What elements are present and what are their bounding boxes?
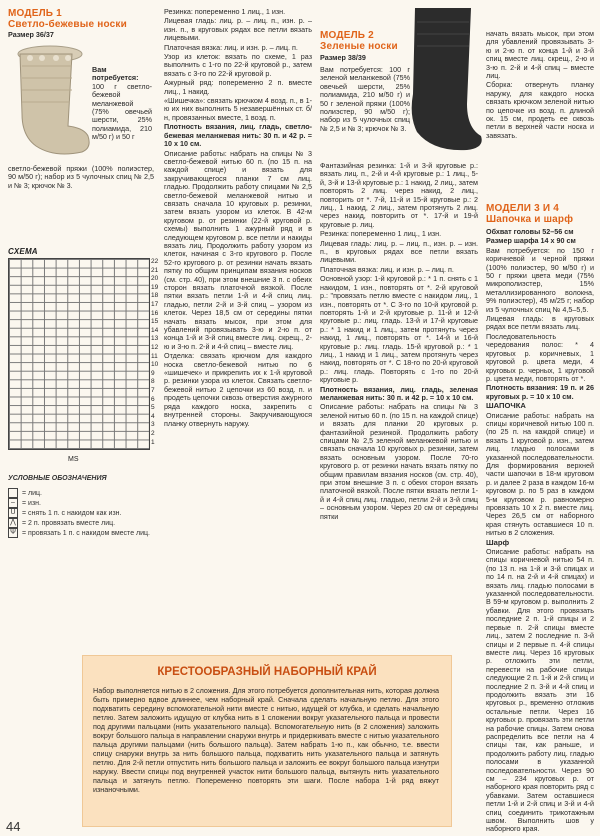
chart-row-number: 14 (151, 326, 159, 334)
purl-symbol-icon: – (8, 498, 18, 508)
chart-row-number: 19 (151, 283, 159, 291)
beige-sock-image (6, 44, 92, 162)
legend-slip: = снять 1 п. с накидом как изн. (22, 509, 122, 517)
model34-details: Обхват головы 52–56 см Размер шарфа 14 х 90 см Вам потребуется: по 150 г коричневой и черной пряжи (100% полиэстер, 90 м/50 г) и 50 г пряжи цвета меди (75% микрополиэстер, 15% металлизированного волокна, 9% полиэстер), 45 м/25 г; набор из 5 чулочных спиц № 4,5–5,5. Лицевая гладь: в круговых рядах все петли вязать лиц. Последовательность чередования полос: * 4 круговых р. коричневых, 1 круговой р. цвета меди, 4 круговых р. черных, 1 круговой р. цвета меди, повторять от *. Плотность вязания: 19 п. и 26 круговых р. = 10 х 10 см. ШАПОЧКА Описание работы: набрать на спицы коричневой нитью 100 п. (по 25 п. на каждой спице) и вязать 1 круговой р. изн., затем лиц. гладью полосами в указанной последовательности. Для формирования верхней части шапочки в 18-м круговом р. и далее 2 раза в каждом 16-м круговом р. по 5 раз в каждом 5-м круговом р. равномерно провязать 10 х 2 п. вместе лиц. Через 26,5 см от наборного края стянуть оставшиеся 10 п. нитью в 2 сложения. Шарф Описание работы: набрать на спицы коричневой нитью 54 п. (по 13 п. на 1-й и 3-й спицах и по 14 п. на 2-й и 4-й спицах) и вязать лиц. гладью полосами в указанной последовательности. В 59-м круговом р. выполнить 2 убавки. Для этого провязать последние 2 п. 1-й спицы и 2 первые п. 2-й спицы вместе лиц., затем 2 последние п. 3-й спицы и 2 первые п. 4-й спицы вместе лиц. Через 16 круговых р. отложить эти петли, перевести на рабочие спицы следующие 2 п. 1-й и 2-й спиц и последние 2 п. 3-й и 4-й спиц и продолжить вязать эти 16 круговых р., временно отложив остальные петли. Через 16 круговых р. провязать эти петли на рабочие спицы. Затем снова распределить все петли на 4 спицы так, как раньше, и продолжить работу лиц. гладью полосами в указанной последовательности. Через 90 см – 234 круговых р. от наборного края повторить ряд с убавками. Затем оставшиеся петли 1-й и 2-й спиц и 3-й и 4-й спиц соединить трикотажным швом. Выполнить шов у наборного края. (486, 227, 594, 834)
cast-on-text: Набор выполняется нитью в 2 сложения. Для этого потребуется дополнительная нить, которая должна быть примерно вдвое длиннее, чем наборный край. Сначала сделать начальную петлю. Для этого подхватить середину вспомогательной нити вместе с нитью, идущей от клубка, и сделать начальную петлю. Затем заложить идущую от клубка нить в 1 сложении вокруг указательного пальца и провести под другими пальцами (нить указательного пальца). Вспомогательную нить (в 2 сложения) заложить вокруг большого пальца в направлении снаружи внутрь и придерживать вместе с нитью указательного пальца другими пальцами (нить большого пальца). Затем набрать 1-ю п., как обычно, т.е. ввести спицу снаружи внутрь за нить большого пальца, подхватить нить указательного пальца и затянуть петлю. Для 2-й петли отпустить нить большого пальца и заложить ее вокруг большого пальца изнутри наружу. Ввести спицы под внутренней участок нити большого пальца, вытянуть нить указательного пальца и затянуть петлю. Попеременно повторять эти шаги. После набора 1-й ряд вяжут изнаночными. (93, 686, 439, 794)
green-sock-image (405, 4, 485, 154)
model2-title: МОДЕЛЬ 2 (320, 30, 374, 41)
model2-materials: Вам потребуется: 100 г зеленой меланжевой (75% овечьей шерсти, 25% полиамида, 210 м/50 г) и 50 г зеленой пряжи (100% полиэстер, 90 м/50 г); набор из 5 чулочных спиц № 2,5 и № 3; крючок № 3. (320, 65, 410, 133)
chart-grid (8, 258, 150, 450)
chart-row-number: 11 (151, 352, 158, 360)
chart-row-number: 15 (151, 318, 159, 326)
chart-row-number: 7 (151, 387, 155, 394)
k2tog-symbol-icon: ⋀ (8, 518, 18, 528)
chart-row-number: 12 (151, 344, 159, 351)
model2-instructions: Фантазийная резинка: 1-й и 3-й круговые р.: вязать лиц. п., 2-й и 4-й круговые р.: 1 лиц., 5-й, 3-й и 13-й круговые р.: 1 накид, 2 лиц., затем повторять 2 лиц. через накид, 2 лиц., повторить от *. 7-й, 11-й и 15-й круговые р.: 2 лиц., 1 накид, 2 лиц., затем протянуть 2 лиц. через накид, повторить от *. 17-й и 19-й круговые р. лиц. Резинка: попеременно 1 лиц., 1 изн. Лицевая гладь: лиц. р. – лиц. п., изн. р. – изн. п., в круговых рядах все петли вязать лицевыми. Платочная вязка: лиц. и изн. р. – лиц. п. Основной узор: 1-й круговой р.: * 1 п. снять с 1 накидом, 1 изн., повторять от *. 2-й круговой р.: "провязать петлю вместе с накидом лиц., 1 изн., повторять от *. С 3-го по 10-й круговой р. повторять 1-й и 2-й круговые р. 11-й и 12-й круговые р.: лиц. гладь. 13-й и 17-й круговые р.: * 1 накид и 1 лиц., затем протянуть через накид, 1 лиц., повторять от *. 14-й и 16-й круговые р.: лиц. гладь. 15-й круговой р.: * 1 лиц., 1 накид и 1 лиц., затем протянуть через накид, повторять от *. С 18-го по 20-й круговой р.: лиц. гладь. Повторять с 1-го по 20-й круговые р. Плотность вязания, лиц. гладь, зеленая меланжевая нить: 30 п. и 42 р. = 10 х 10 см. Описание работы: набрать на спицы № 3 зеленой нитью 60 п. (по 15 п. на каждой спице) и вязать для планки 20 круговых р. фантазийной резинкой. Продолжить работу спицами № 2,5 зеленой меланжевой нитью и связать сначала 10 круговых р. резинки, затем вязать основным узором. После 70-го кругового р. от резинки начать вязать пятку по общим правилам вязания носков (см. стр. 40), при этом внешние 3 п. с обеих сторон вязать платочной вязкой. После пятки вязать петли 1-й и 4-й спиц лиц. гладью, петли 2-й и 3-й спиц – основным узором. Через 20 см от середины пятки (320, 161, 478, 521)
model2-size: Размер 38/39 (320, 53, 366, 62)
slip-symbol-icon: U (8, 508, 18, 518)
knit-symbol-icon (8, 488, 18, 498)
chart-row-number: 3 (151, 421, 155, 429)
model1-size: Размер 36/37 (8, 30, 54, 39)
chart-row-number: 1 (151, 438, 155, 446)
chart-row-number: 8 (151, 378, 155, 386)
model2-subtitle: Зеленые носки (320, 41, 398, 52)
model1-subtitle: Светло-бежевые носки (8, 19, 127, 30)
chart-row-number: 21 (151, 266, 159, 274)
model34-title: МОДЕЛИ 3 И 4 (486, 203, 560, 214)
chart-row-number: 16 (151, 309, 159, 317)
cast-on-info-box (82, 655, 452, 827)
cast-on-title: КРЕСТООБРАЗНЫЙ НАБОРНЫЙ КРАЙ (157, 666, 377, 678)
model1-materials: Вам потребуется: 100 г светло-бежевой меланжевой (75% овечьей шерсти, 25% полиамида, 210 м/50 г) и 50 г (92, 65, 152, 142)
chart-row-number: 6 (151, 395, 155, 403)
model1-instructions: Резинка: попеременно 1 лиц., 1 изн. Лицевая гладь: лиц. р. – лиц. п., изн. р. – изн. п., в круговых рядах все петли вязать лицевыми. Платочная вязка: лиц. и изн. р. – лиц. п. Узор из клеток: вязать по схеме, 1 раз выполнить с 1-го по 22-й круговой р., затем вязать с 3-го по 22-й круговой р. Ажурный ряд: попеременно 2 п. вместе лиц., 1 накид. «Шишечка»: связать крючком 4 возд. п., в 1-ю их них выполнить 5 незавершённых ст. б/н, провязанных вместе, 1 возд. п. Плотность вязания, лиц. гладь, светло-бежевая меланжевая нить: 30 п. и 42 р. = 10 х 10 см. Описание работы: набрать на спицы № 3 светло-бежевой нитью 60 п. (по 15 п. на каждой спице) и вязать для закручивающегося планки 7 см лиц. гладью. Продолжить работу спицами № 2,5 светло-бежевой меланжевой нитью и связать сначала 10 круговых р. резинки, затем вязать узором из клеток. В 42-м круговом р. от резинки (22-й круговой р. схемы) выполнить 1 ажурный ряд и в следующем круговом р. все петли и накиды вязать лиц. Продолжить работу узором из клеток, начиная с 3-го кругового р. После 52-го кругового р. от резинки начать вязать пятку по общим принципам вязания носков (см. стр. 40), при этом внешние 3 п. с обеих сторон вязать платочной вязкой. После пятки вязать петли 1-й и 4-й спиц лиц. гладью, петли 2-й и 3-й спиц – узором из клеток. Через 18,5 см от середины пятки начать вязать мысок, при этом для убавлений провязывать 3-ю и 2-ю п. от конца 1-й и 3-й спиц вместе лиц. скрещ., 2-ю и 3-ю п. 2-й и 4-й спиц – вместе лиц. Отделка: связать крючком для каждого носка светло-бежевой нитью по 6 «шишечек» и прикрепить их к 1-й круговой р. резинки узора из клеток. Связать светло-бежевой нитью 2 цепочки из 60 возд. п. и продеть цепочки сквозь отверстия ажурного ряда каждого носка, закрепить с внутренней стороны. Закручивающуюся планку отвернуть наружу. (164, 7, 312, 428)
model34-subtitle: Шапочка и шарф (486, 214, 574, 225)
legend-list (8, 488, 158, 538)
chart-row-number: 4 (151, 412, 155, 420)
model2-instructions-cont: начать вязать мысок, при этом для убавлений провязывать 3-ю и 2-ю п. от конца 1-й и 3-й спиц вместе лиц. скрещ., 2-ю и 3-ю п. 2-й и 4-й спиц – вместе лиц. Сборка: отвернуть планку наружу, для каждого носка связать крючком зеленой нитью по цепочке из возд. п. длиной ок. 15 см, продеть ее сквозь петли в верхней части носка и завязать. (486, 29, 594, 140)
chart-row-number: 13 (151, 335, 159, 343)
knitting-chart (8, 258, 163, 463)
model1-materials-cont: светло-бежевой пряжи (100% полиэстер, 90 м/50 г); набор из 5 чулочных спиц № 2,5 и № 3; крючок № 3. (8, 164, 154, 190)
chart-row-number: 22 (151, 258, 159, 265)
chart-row-number: 17 (151, 301, 159, 308)
chart-row-number: 2 (151, 430, 155, 437)
legend-title: УСЛОВНЫЕ ОБОЗНАЧЕНИЯ (8, 475, 107, 482)
legend-yo: = провязать 1 п. с накидом вместе лиц. (22, 529, 150, 537)
legend-k2tog: = 2 п. провязать вместе лиц. (22, 519, 116, 527)
page-number: 44 (6, 819, 21, 834)
chart-row-number: 18 (151, 292, 159, 300)
legend-purl: = изн. (22, 499, 41, 507)
model1-title: МОДЕЛЬ 1 (8, 8, 62, 19)
chart-row-number: 10 (151, 361, 159, 369)
chart-row-number: 5 (151, 404, 155, 412)
scarf-heading: Шарф (486, 537, 510, 547)
legend-knit: = лиц. (22, 489, 42, 497)
hat-heading: ШАПОЧКА (486, 401, 526, 411)
chart-row-number: 9 (151, 369, 155, 377)
chart-ms-label: MS (68, 456, 79, 463)
yo-symbol-icon: Ψ (8, 528, 18, 538)
chart-row-number: 20 (151, 275, 159, 283)
chart-title: СХЕМА (8, 247, 38, 256)
